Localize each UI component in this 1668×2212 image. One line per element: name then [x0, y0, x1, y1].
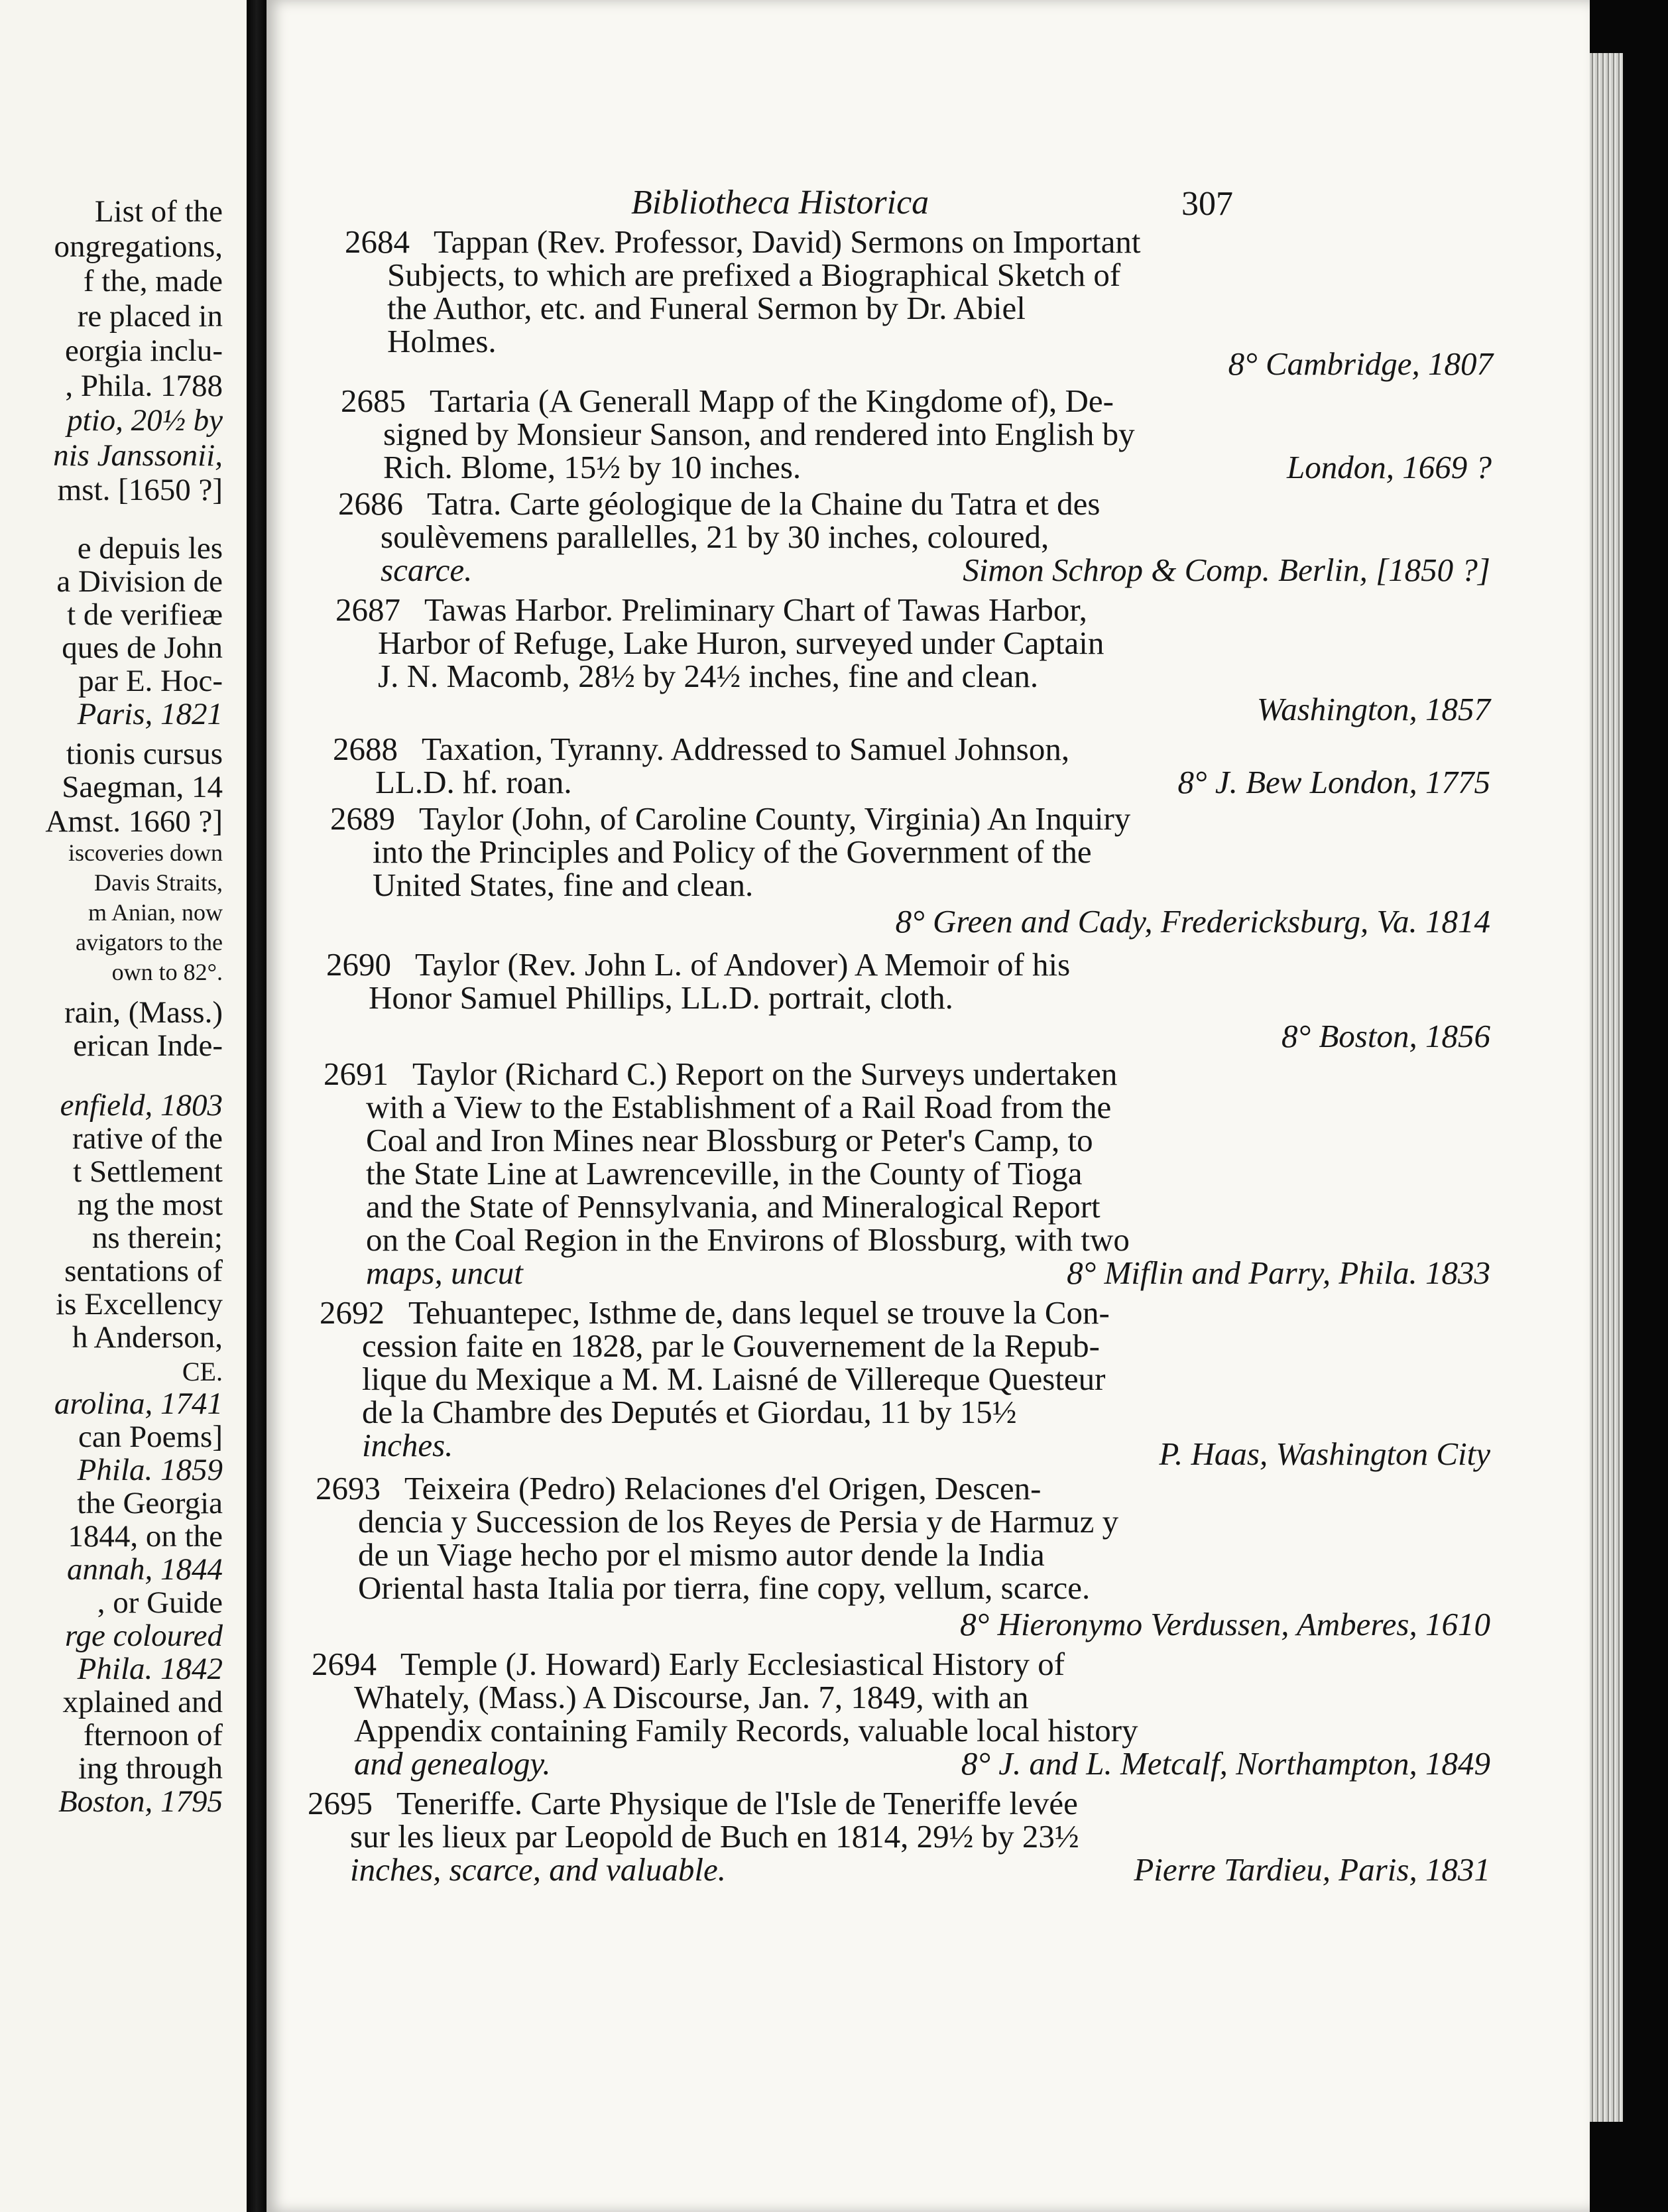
left-line: Paris, 1821 — [77, 697, 223, 731]
entry-number: 2685 — [341, 383, 406, 419]
left-line: Boston, 1795 — [58, 1784, 223, 1819]
left-line: sentations of — [64, 1254, 223, 1288]
left-line: fternoon of — [83, 1718, 223, 1752]
entry-text-line: Taxation, Tyranny. Addressed to Samuel Johnson, — [422, 731, 1070, 767]
entry-text-line: and genealogy. — [354, 1745, 551, 1782]
entry-imprint: 8° Boston, 1856 — [1281, 1018, 1490, 1054]
left-page-fragment — [0, 0, 247, 2212]
entry-text-line: on the Coal Region in the Environs of Blossburg, with two — [366, 1221, 1130, 1258]
entry-imprint: 8° Hieronymo Verdussen, Amberes, 1610 — [960, 1606, 1490, 1642]
entry-text-line: inches, scarce, and valuable. — [350, 1851, 726, 1888]
left-line: Saegman, 14 — [62, 770, 223, 804]
entry-number: 2694 — [312, 1646, 377, 1682]
left-line: e depuis les — [77, 531, 223, 566]
left-line: mst. [1650 ?] — [57, 473, 223, 507]
entry-text-line: Tehuantepec, Isthme de, dans lequel se trouve la Con- — [408, 1294, 1110, 1331]
left-line: xplained and — [62, 1685, 223, 1719]
entry-text-line: and the State of Pennsylvania, and Mineralogical Report — [366, 1188, 1101, 1225]
entry-text-line: lique du Mexique a M. M. Laisné de Villereque Questeur — [362, 1361, 1106, 1397]
left-line: Davis Straits, — [94, 869, 223, 896]
entry-text-line: into the Principles and Policy of the Government of the — [373, 833, 1092, 870]
entry-text-line: Tawas Harbor. Preliminary Chart of Tawas Harbor, — [424, 591, 1087, 628]
left-line: ns therein; — [91, 1221, 223, 1255]
left-line: own to 82°. — [111, 959, 223, 985]
entry-text-line: Honor Samuel Phillips, LL.D. portrait, cloth. — [369, 979, 953, 1016]
entry-imprint: P. Haas, Washington City — [1159, 1436, 1490, 1472]
left-line: CE. — [182, 1357, 223, 1386]
entry-text-line: Taylor (Richard C.) Report on the Surveys undertaken — [412, 1056, 1118, 1092]
entry-text-line: Tartaria (A Generall Mapp of the Kingdome of), De- — [430, 383, 1114, 419]
left-line: Phila. 1842 — [77, 1652, 223, 1686]
entry-text-line: Tappan (Rev. Professor, David) Sermons on Important — [434, 223, 1141, 260]
left-line: a Division de — [56, 564, 223, 599]
entry-text-line: Coal and Iron Mines near Blossburg or Peter's Camp, to — [366, 1122, 1093, 1158]
left-line: can Poems] — [78, 1420, 223, 1454]
entry-imprint: 8° J. and L. Metcalf, Northampton, 1849 — [961, 1745, 1490, 1782]
entry-text-line: Teixeira (Pedro) Relaciones d'el Origen, Descen- — [404, 1470, 1042, 1506]
left-line: ing through — [78, 1751, 223, 1786]
entry-text-line: Subjects, to which are prefixed a Biographical Sketch of — [387, 257, 1121, 293]
entry-text-line: cession faite en 1828, par le Gouvernement de la Repub- — [362, 1327, 1101, 1364]
left-line: enfield, 1803 — [60, 1088, 223, 1123]
left-line: ptio, 20½ by — [67, 403, 223, 438]
entry-number: 2690 — [326, 946, 391, 983]
entry-text-line: inches. — [362, 1427, 453, 1463]
entry-text-line: the Author, etc. and Funeral Sermon by Dr. Abiel — [387, 290, 1026, 326]
left-line: par E. Hoc- — [78, 664, 223, 698]
left-line: arolina, 1741 — [54, 1386, 223, 1421]
left-line: avigators to the — [76, 929, 223, 955]
entry-imprint: 8° Cambridge, 1807 — [1228, 345, 1493, 382]
left-line: the Georgia — [77, 1486, 223, 1520]
left-line: nis Janssonii, — [53, 438, 223, 473]
left-line: ng the most — [77, 1188, 223, 1222]
entry-text-line: Teneriffe. Carte Physique de l'Isle de Teneriffe levée — [396, 1785, 1078, 1821]
left-line: eorgia inclu- — [65, 334, 223, 368]
left-line: t de verifieæ — [67, 597, 223, 632]
entry-number: 2687 — [335, 591, 400, 628]
running-title: Bibliotheca Historica — [631, 184, 929, 221]
left-line: erican Inde- — [73, 1028, 223, 1063]
left-line: is Excellency — [56, 1287, 223, 1321]
left-line: annah, 1844 — [67, 1552, 223, 1587]
entry-text-line: Temple (J. Howard) Early Ecclesiastical History of — [400, 1646, 1065, 1682]
entry-text-line: Taylor (John, of Caroline County, Virginia) An Inquiry — [419, 800, 1131, 837]
entry-text-line: dencia y Succession de los Reyes de Persia y de Harmuz y — [358, 1503, 1119, 1540]
entry-text-line: Appendix containing Family Records, valuable local history — [354, 1712, 1138, 1749]
left-line: Phila. 1859 — [77, 1453, 223, 1487]
entry-text-line: Whately, (Mass.) A Discourse, Jan. 7, 1849, with an — [354, 1679, 1029, 1715]
entry-imprint: 8° J. Bew London, 1775 — [1177, 764, 1490, 800]
entry-imprint: Pierre Tardieu, Paris, 1831 — [1134, 1851, 1490, 1888]
entry-number: 2684 — [345, 223, 410, 260]
left-line: , or Guide — [97, 1585, 223, 1620]
page-edge-stack — [1590, 53, 1623, 2122]
entry-text-line: the State Line at Lawrenceville, in the County of Tioga — [366, 1155, 1083, 1192]
entry-text-line: maps, uncut — [366, 1255, 523, 1291]
left-line: , Phila. 1788 — [65, 369, 223, 403]
entry-text-line: Taylor (Rev. John L. of Andover) A Memoir of his — [415, 946, 1071, 983]
left-line: rain, (Mass.) — [64, 995, 223, 1030]
entry-imprint: London, 1669 ? — [1286, 449, 1492, 485]
left-line: rative of the — [72, 1121, 223, 1156]
left-line: 1844, on the — [68, 1519, 223, 1554]
catalogue-entries — [267, 219, 1500, 1943]
left-line: t Settlement — [73, 1154, 223, 1189]
entry-text-line: sur les lieux par Leopold de Buch en 1814, 29½ by 23½ — [350, 1818, 1079, 1855]
left-line: Amst. 1660 ?] — [45, 804, 223, 839]
entry-text-line: scarce. — [381, 552, 473, 588]
entry-text-line: soulèvemens parallelles, 21 by 30 inches, coloured, — [381, 519, 1049, 555]
left-line: m Anian, now — [88, 899, 223, 926]
page-number: 307 — [1181, 185, 1233, 223]
entry-imprint: 8° Miflin and Parry, Phila. 1833 — [1067, 1255, 1490, 1291]
entry-number: 2695 — [308, 1785, 373, 1821]
entry-text-line: LL.D. hf. roan. — [375, 764, 572, 800]
entry-number: 2686 — [338, 485, 403, 522]
left-line: tionis cursus — [66, 737, 223, 771]
entry-text-line: de la Chambre des Deputés et Giordau, 11 by 15½ — [362, 1394, 1017, 1430]
entry-text-line: Oriental hasta Italia por tierra, fine copy, vellum, scarce. — [358, 1569, 1091, 1606]
entry-number: 2691 — [324, 1056, 388, 1092]
entry-text-line: Harbor of Refuge, Lake Huron, surveyed under Captain — [378, 625, 1104, 661]
entry-imprint: Washington, 1857 — [1256, 691, 1490, 727]
left-line: List of the — [94, 194, 223, 229]
left-line: iscoveries down — [68, 839, 223, 866]
left-line: f the, made — [83, 264, 223, 298]
entry-text-line: United States, fine and clean. — [373, 867, 754, 903]
entry-text-line: Holmes. — [387, 323, 497, 359]
entry-number: 2688 — [333, 731, 398, 767]
entry-text-line: Tatra. Carte géologique de la Chaine du Tatra et des — [427, 485, 1101, 522]
entry-imprint: 8° Green and Cady, Fredericksburg, Va. 1814 — [895, 903, 1490, 940]
entry-text-line: Rich. Blome, 15½ by 10 inches. — [383, 449, 802, 485]
book-gutter — [247, 0, 267, 2212]
entry-number: 2689 — [330, 800, 395, 837]
left-line: rge coloured — [65, 1619, 223, 1653]
right-page — [267, 0, 1590, 2212]
entry-text-line: J. N. Macomb, 28½ by 24½ inches, fine and clean. — [378, 658, 1039, 694]
entry-number: 2693 — [316, 1470, 381, 1506]
left-line: h Anderson, — [72, 1320, 223, 1355]
entry-text-line: with a View to the Establishment of a Rail Road from the — [366, 1089, 1112, 1125]
entry-number: 2692 — [320, 1294, 385, 1331]
left-line: re placed in — [77, 299, 223, 334]
left-line: ongregations, — [54, 229, 223, 264]
entry-imprint: Simon Schrop & Comp. Berlin, [1850 ?] — [963, 552, 1490, 588]
entry-text-line: de un Viage hecho por el mismo autor dende la India — [358, 1536, 1045, 1573]
entry-text-line: signed by Monsieur Sanson, and rendered into English by — [383, 416, 1135, 452]
left-line: ques de John — [62, 631, 223, 665]
